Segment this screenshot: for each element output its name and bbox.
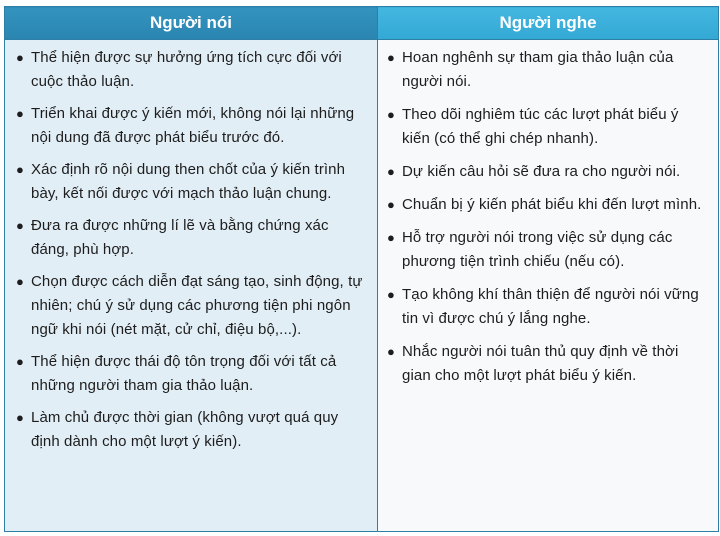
- table-header-row: [5, 7, 719, 40]
- bullet-icon: ●: [16, 218, 24, 233]
- bullet-icon: ●: [387, 197, 395, 212]
- bullet-icon: ●: [16, 274, 24, 289]
- speaker-points-list: [5, 40, 377, 454]
- bullet-icon: ●: [387, 287, 395, 302]
- listener-point: [387, 226, 708, 274]
- listener-point-text: Dự kiến câu hỏi sẽ đưa ra cho người nói.: [402, 163, 681, 180]
- speaker-point: [16, 406, 367, 454]
- listener-point-text: Tạo không khí thân thiện để người nói vững tin vì được chú ý lắng nghe.: [402, 286, 699, 327]
- bullet-icon: ●: [16, 106, 24, 121]
- speaker-point-text: Làm chủ được thời gian (không vượt quá quy định dành cho một lượt ý kiến).: [31, 409, 339, 450]
- speaker-point: [16, 46, 367, 94]
- bullet-icon: ●: [387, 107, 395, 122]
- listener-point: [387, 46, 708, 94]
- bullet-icon: ●: [387, 164, 395, 179]
- bullet-icon: ●: [16, 162, 24, 177]
- speaker-point: [16, 350, 367, 398]
- speaker-point: [16, 214, 367, 262]
- comparison-table: [4, 6, 719, 532]
- listener-point: [387, 283, 708, 331]
- listener-point-text: Nhắc người nói tuân thủ quy định về thời gian cho một lượt phát biểu ý kiến.: [402, 343, 679, 384]
- listener-column: [378, 40, 719, 532]
- bullet-icon: ●: [16, 50, 24, 65]
- bullet-icon: ●: [387, 50, 395, 65]
- listener-point-text: Theo dõi nghiêm túc các lượt phát biểu ý kiến (có thể ghi chép nhanh).: [402, 106, 679, 147]
- speaker-point-text: Triển khai được ý kiến mới, không nói lại những nội dung đã được phát biểu trước đó.: [31, 105, 355, 146]
- listener-points-list: [378, 40, 718, 388]
- speaker-column: [5, 40, 378, 532]
- header-speaker: Người nói: [5, 7, 378, 40]
- speaker-point: [16, 270, 367, 342]
- table-body-row: [5, 40, 719, 532]
- listener-point: [387, 340, 708, 388]
- listener-point: [387, 193, 708, 217]
- speaker-point-text: Thể hiện được sự hưởng ứng tích cực đối với cuộc thảo luận.: [31, 49, 342, 90]
- listener-point: [387, 103, 708, 151]
- header-listener: Người nghe: [378, 7, 719, 40]
- speaker-point: [16, 158, 367, 206]
- speaker-point-text: Đưa ra được những lí lẽ và bằng chứng xác đáng, phù hợp.: [31, 217, 329, 258]
- speaker-point-text: Thể hiện được thái độ tôn trọng đối với tất cả những người tham gia thảo luận.: [31, 353, 337, 394]
- bullet-icon: ●: [387, 344, 395, 359]
- bullet-icon: ●: [387, 230, 395, 245]
- bullet-icon: ●: [16, 410, 24, 425]
- listener-point-text: Hoan nghênh sự tham gia thảo luận của người nói.: [402, 49, 674, 90]
- listener-point-text: Chuẩn bị ý kiến phát biểu khi đến lượt mình.: [402, 196, 702, 213]
- speaker-point: [16, 102, 367, 150]
- speaker-point-text: Chọn được cách diễn đạt sáng tạo, sinh động, tự nhiên; chú ý sử dụng các phương tiện phi ngôn ngữ khi nói (nét mặt, cử chỉ, điệu bộ,...).: [31, 273, 363, 338]
- listener-point-text: Hỗ trợ người nói trong việc sử dụng các phương tiện trình chiếu (nếu có).: [402, 229, 673, 270]
- speaker-point-text: Xác định rõ nội dung then chốt của ý kiến trình bày, kết nối được với mạch thảo luận chung.: [31, 161, 346, 202]
- bullet-icon: ●: [16, 354, 24, 369]
- listener-point: [387, 160, 708, 184]
